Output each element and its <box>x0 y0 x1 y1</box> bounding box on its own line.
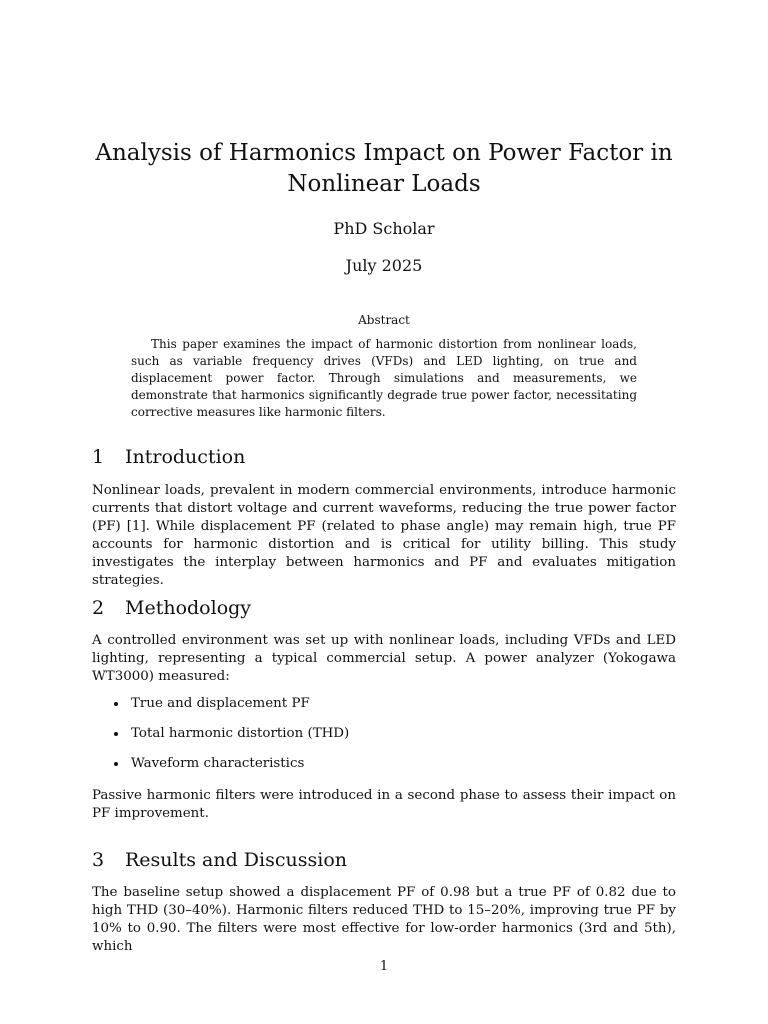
page-number: 1 <box>379 959 389 974</box>
methodology-filter-paragraph: Passive harmonic filters were introduced in a second phase to assess their impact on PF improvement. <box>92 788 676 821</box>
section-title: Introduction <box>125 446 246 468</box>
section-heading-results <box>92 848 347 872</box>
section-title: Methodology <box>125 597 252 619</box>
list-item <box>112 725 349 755</box>
section-number: 1 <box>92 446 105 468</box>
section-number: 2 <box>92 597 105 619</box>
list-item-text: Total harmonic distortion (THD) <box>131 726 350 741</box>
measurement-list <box>112 695 349 785</box>
methodology-paragraph: A controlled environment was set up with nonlinear loads, including VFDs and LED lighting, representing a typical commercial setup. A power analyzer (Yokogawa WT3000) measured: <box>92 633 676 684</box>
paper-title: Analysis of Harmonics Impact on Power Factor in Nonlinear Loads <box>95 140 673 197</box>
list-item <box>112 755 349 785</box>
bullet-icon <box>114 762 118 766</box>
bullet-icon <box>114 702 118 706</box>
bullet-icon <box>114 732 118 736</box>
author: PhD Scholar <box>333 219 435 238</box>
date: July 2025 <box>345 256 423 275</box>
results-paragraph: The baseline setup showed a displacement PF of 0.98 but a true PF of 0.82 due to high THD (30–40%). Harmonic filters reduced THD to 15–20%, improving true PF by 10% to 0.90. The filters were most effective for low-order harmonics (3rd and 5th), which <box>92 885 676 954</box>
section-heading-introduction <box>92 445 245 469</box>
list-item <box>112 695 349 725</box>
abstract-heading: Abstract <box>358 313 410 327</box>
introduction-paragraph: Nonlinear loads, prevalent in modern commercial environments, introduce harmonic currents that distort voltage and current waveforms, reducing the true power factor (PF) [1]. While displacement PF (related to phase angle) may remain high, true PF accounts for harmonic distortion and is critical for utility billing. This study investigates the interplay between harmonics and PF and evaluates mitigation strategies. <box>92 483 676 588</box>
section-number: 3 <box>92 849 105 871</box>
abstract-text: This paper examines the impact of harmonic distortion from nonlinear loads, such as variable frequency drives (VFDs) and LED lighting, on true and displacement power factor. Through simulations and measurements, we demonstrate that harmonics significantly degrade true power factor, necessitating corrective measures like harmonic filters. <box>131 337 637 419</box>
list-item-text: Waveform characteristics <box>131 756 305 771</box>
section-title: Results and Discussion <box>125 849 347 871</box>
section-heading-methodology <box>92 596 251 620</box>
list-item-text: True and displacement PF <box>131 696 310 711</box>
